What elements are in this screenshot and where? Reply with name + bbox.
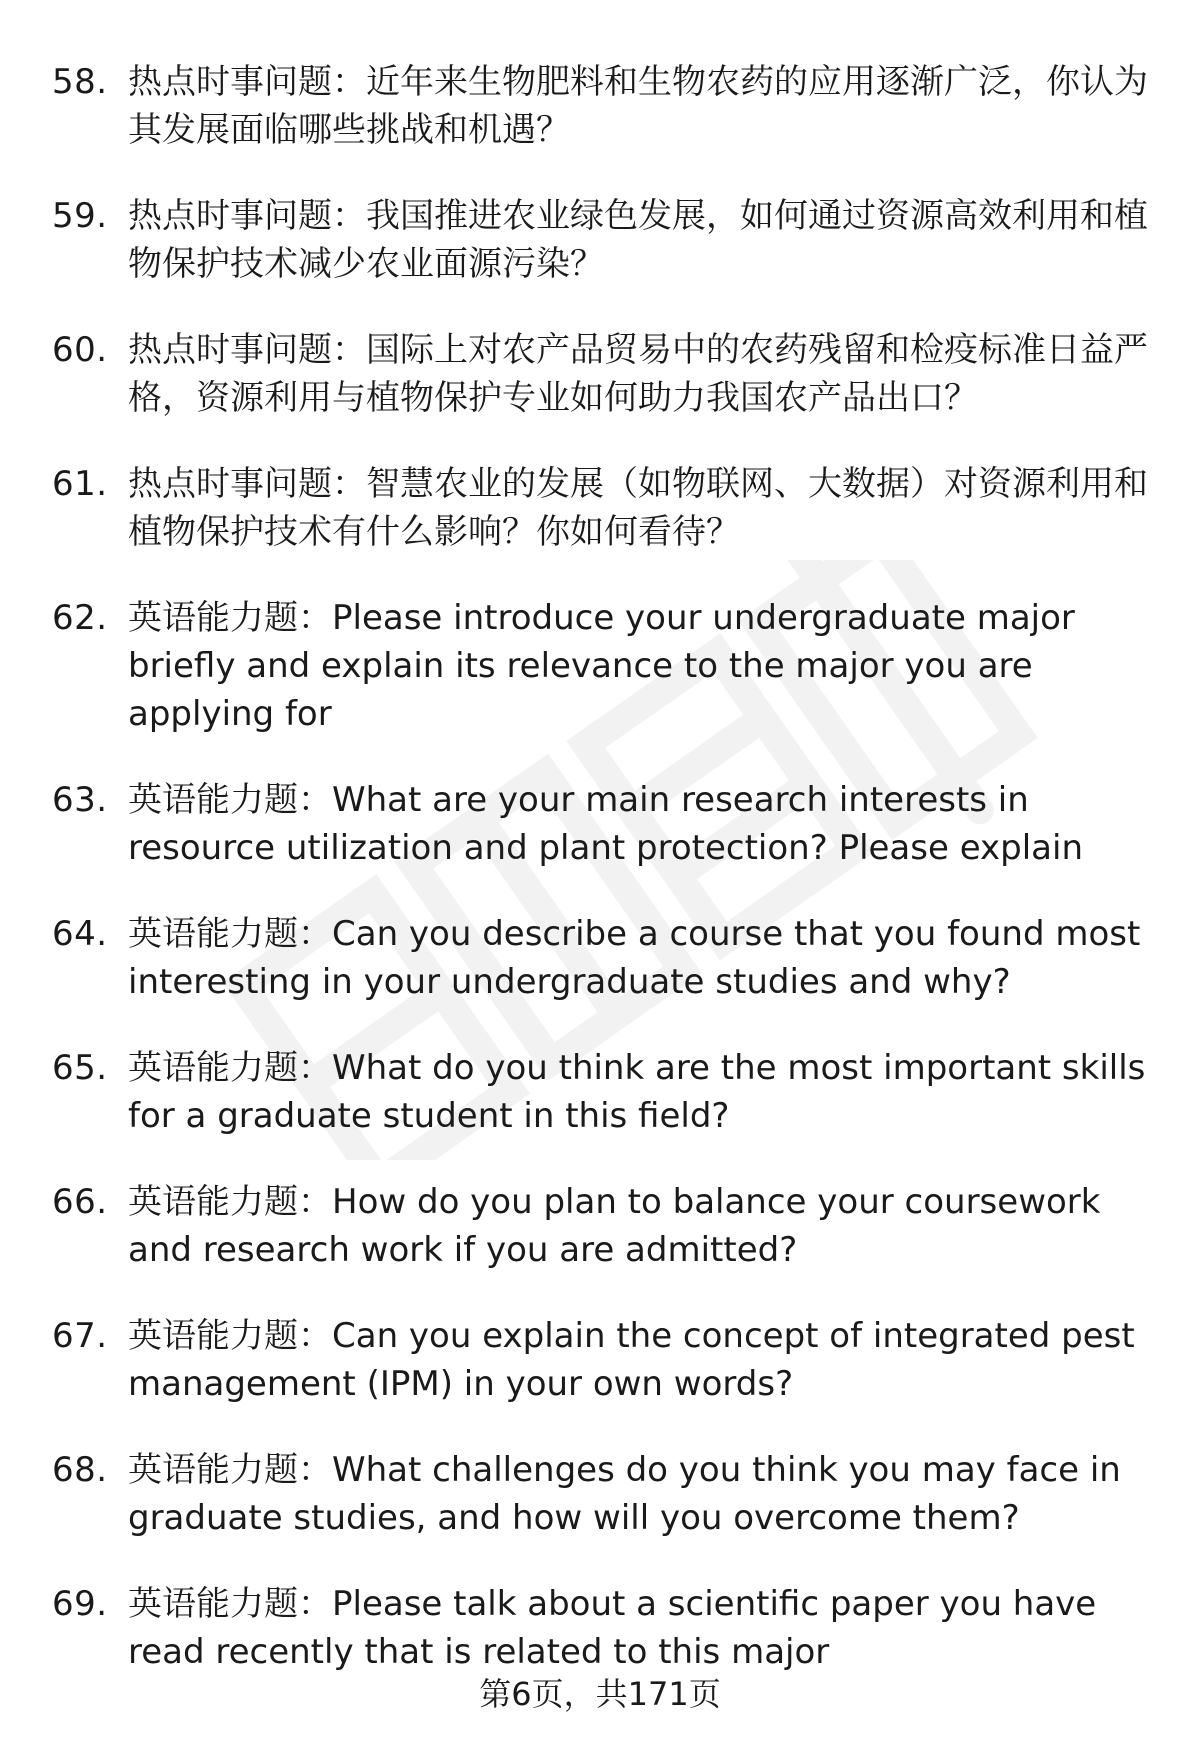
question-text: 英语能力题：What challenges do you think you may face in graduate studies, and how will you overcome them? xyxy=(128,1450,1121,1538)
question-text: 英语能力题：What are your main research interests in resource utilization and plant protection? Please explain xyxy=(128,780,1084,868)
question-number: 61. xyxy=(52,464,108,504)
question-number: 58. xyxy=(52,62,108,102)
question-item xyxy=(0,58,1200,154)
question-item xyxy=(0,910,1200,1006)
question-number: 59. xyxy=(52,196,108,236)
question-item xyxy=(0,594,1200,738)
question-item xyxy=(0,326,1200,422)
question-number: 62. xyxy=(52,598,108,638)
question-text: 英语能力题：How do you plan to balance your coursework and research work if you are admitted? xyxy=(128,1182,1101,1270)
question-item xyxy=(0,1446,1200,1542)
question-number: 60. xyxy=(52,330,108,370)
question-text: 热点时事问题：我国推进农业绿色发展，如何通过资源高效利用和植物保护技术减少农业面源污染？ xyxy=(128,196,1148,284)
question-number: 64. xyxy=(52,914,108,954)
page-footer: 第6页，共171页 xyxy=(479,1675,721,1713)
question-item xyxy=(0,776,1200,872)
question-number: 63. xyxy=(52,780,108,820)
question-text: 英语能力题：What do you think are the most important skills for a graduate student in this field? xyxy=(128,1048,1146,1136)
question-item xyxy=(0,460,1200,556)
question-number: 67. xyxy=(52,1316,108,1356)
question-number: 65. xyxy=(52,1048,108,1088)
question-text: 热点时事问题：智慧农业的发展（如物联网、大数据）对资源利用和植物保护技术有什么影响？你如何看待？ xyxy=(128,464,1148,552)
question-list xyxy=(0,58,1200,1714)
question-item xyxy=(0,192,1200,288)
question-item xyxy=(0,1580,1200,1676)
question-text: 英语能力题：Can you describe a course that you found most interesting in your undergraduate studies and why? xyxy=(128,914,1141,1002)
question-number: 66. xyxy=(52,1182,108,1222)
question-text: 热点时事问题：近年来生物肥料和生物农药的应用逐渐广泛，你认为其发展面临哪些挑战和机遇？ xyxy=(128,62,1148,150)
question-number: 68. xyxy=(52,1450,108,1490)
question-item xyxy=(0,1044,1200,1140)
question-text: 英语能力题：Can you explain the concept of integrated pest management (IPM) in your own words? xyxy=(128,1316,1135,1404)
question-text: 英语能力题：Please talk about a scientific paper you have read recently that is related to this major xyxy=(128,1584,1097,1672)
question-item xyxy=(0,1178,1200,1274)
question-number: 69. xyxy=(52,1584,108,1624)
question-text: 热点时事问题：国际上对农产品贸易中的农药残留和检疫标准日益严格，资源利用与植物保护专业如何助力我国农产品出口？ xyxy=(128,330,1148,418)
question-text: 英语能力题：Please introduce your undergraduate major briefly and explain its relevance to the major you are applying for xyxy=(128,598,1075,734)
question-item xyxy=(0,1312,1200,1408)
